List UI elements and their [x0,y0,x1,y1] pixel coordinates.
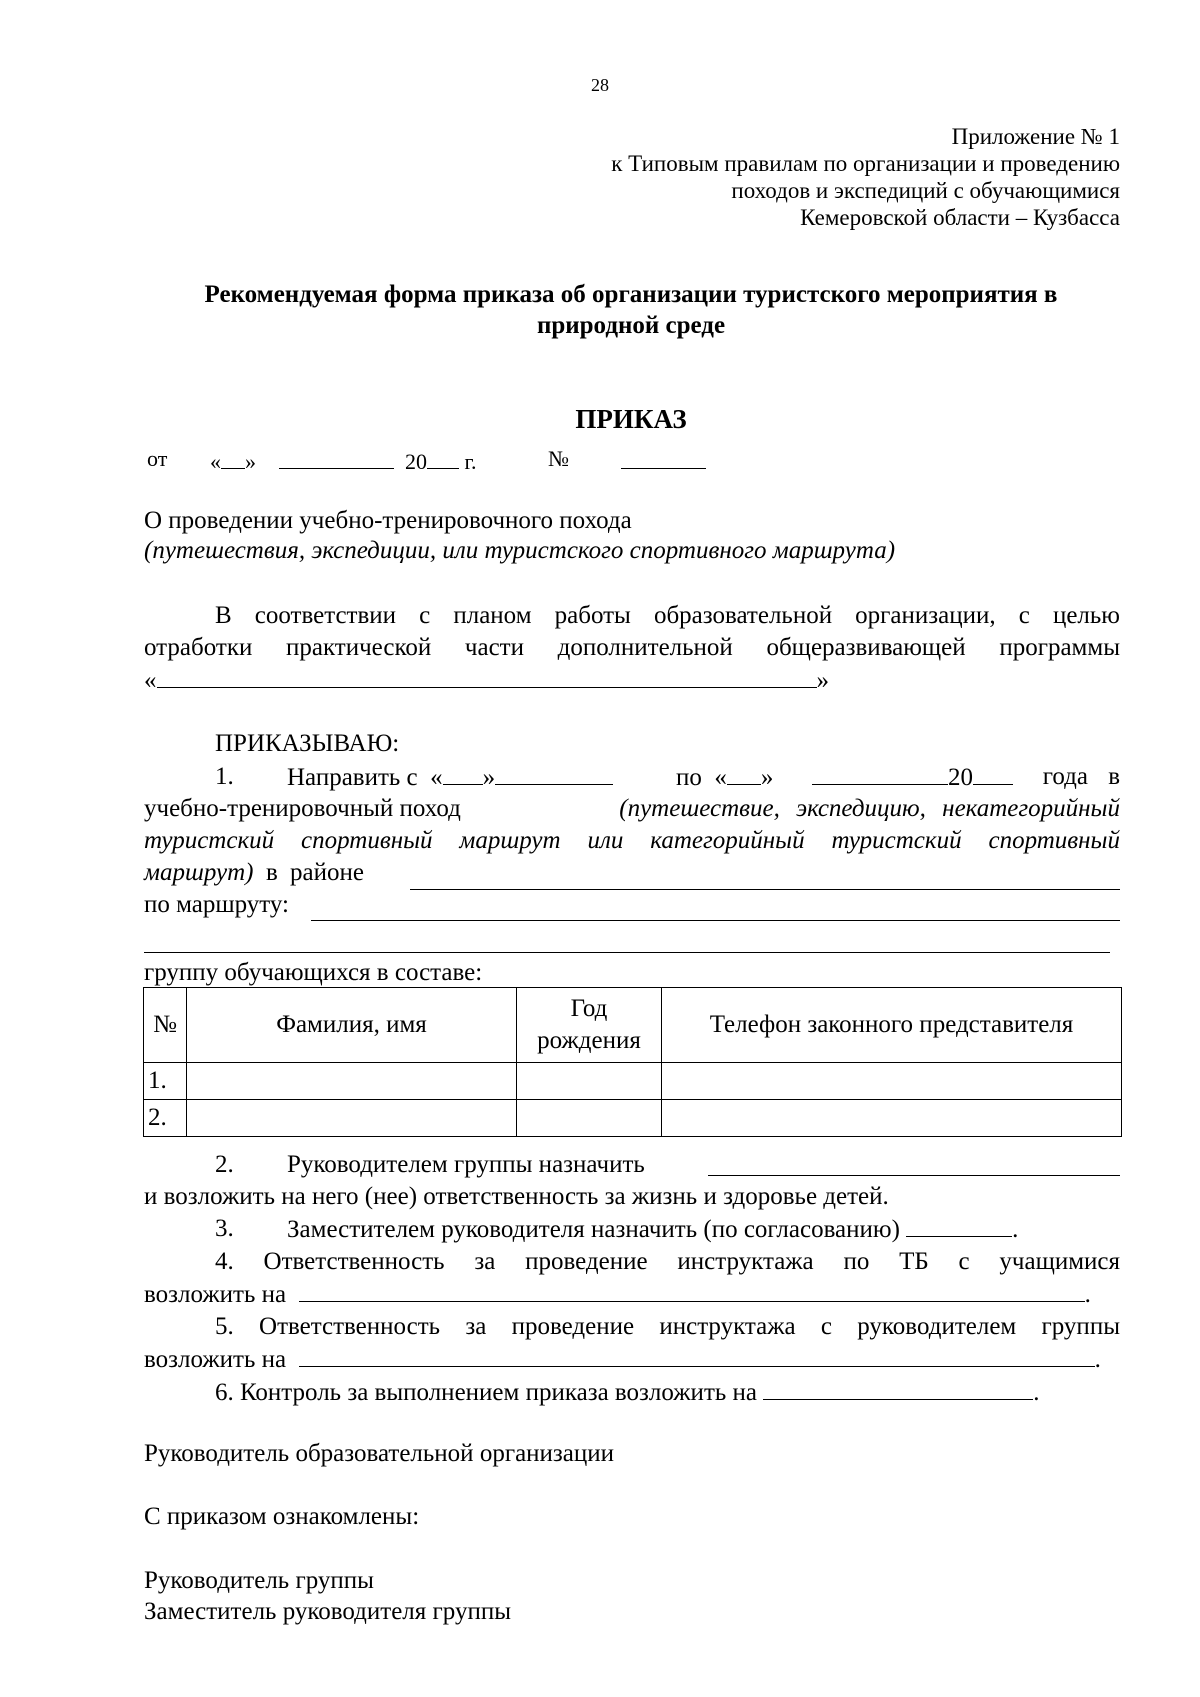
item3-number: 3. [215,1215,234,1242]
item1-line2-b: (путешествие, экспедицию, некатегорийный [619,795,1120,822]
order-number-blank [621,468,706,469]
intro-line-2: отработки практической части дополнительной общеразвивающей программы [144,634,1120,661]
item1-line3: туристский спортивный маршрут или категорийный туристский спортивный [144,827,1120,854]
program-name-blank [157,667,817,688]
item1-end-date: 20 [812,764,1013,790]
row-number: 1. [144,1063,187,1100]
group-caption: группу обучающихся в составе: [144,959,483,986]
order-from: от [147,446,168,471]
intro-line-1: В соответствии с планом работы образовательной организации, с целью [215,602,1120,629]
acquainted-label: С приказом ознакомлены: [144,1503,420,1530]
item2-text: Руководителем группы назначить [287,1151,645,1178]
start-day-blank [443,764,483,785]
district-blank [410,889,1120,890]
header-guardian-phone: Телефон законного представителя [662,988,1122,1063]
table-header-row [144,988,1122,1063]
deputy-leader-signature: Заместитель руководителя группы [144,1598,511,1625]
subject-line-2: (путешествия, экспедиции, или туристского спортивного маршрута) [144,537,896,564]
item6-text: 6. Контроль за выполнением приказа возложить на . [215,1379,1040,1406]
header-name: Фамилия, имя [187,988,517,1063]
item2-line2: и возложить на него (нее) ответственность за жизнь и здоровье детей. [144,1183,889,1210]
order-word: ПРИКАЗЫВАЮ: [215,730,400,757]
group-table [143,987,1122,1137]
item1-direct: Направить с « » [287,764,613,790]
group-leader-signature: Руководитель группы [144,1567,374,1594]
end-month-blank [812,764,948,785]
safety-briefing-blank [299,1281,1085,1302]
subject-line-1: О проведении учебно-тренировочного похода [144,507,632,534]
header-birth-year: Год рождения [517,988,662,1063]
order-heading: ПРИКАЗ [575,404,687,434]
route-blank-1 [311,920,1120,921]
phone-cell[interactable] [662,1063,1122,1100]
item1-by: по « » [676,764,774,791]
appendix-line-2: к Типовым правилам по организации и проведению [611,151,1120,176]
order-date-day: « » [210,449,256,474]
name-cell[interactable] [187,1063,517,1100]
header-number: № [144,988,187,1063]
control-blank [763,1379,1033,1400]
leader-blank [708,1175,1120,1176]
phone-cell[interactable] [662,1100,1122,1137]
day-blank [221,448,245,469]
name-cell[interactable] [187,1100,517,1137]
form-title-line-1: Рекомендуемая форма приказа об организации туристского мероприятия в [204,281,1058,308]
leader-briefing-blank [299,1346,1095,1367]
item1-line2-a: учебно-тренировочный поход [144,795,461,822]
table-row [144,1100,1122,1137]
item1-line4: маршрут) в районе [144,859,364,886]
head-of-organization: Руководитель образовательной организации [144,1440,615,1467]
page-number: 28 [591,75,609,95]
route-blank-2 [144,952,1110,953]
birth-year-cell[interactable] [517,1063,662,1100]
row-number: 2. [144,1100,187,1137]
table-row [144,1063,1122,1100]
item3-text: Заместителем руководителя назначить (по согласованию) . [287,1216,1019,1243]
end-day-blank [727,764,761,785]
appendix-line-3: походов и экспедиций с обучающимися [731,178,1120,203]
item5-line1: 5. Ответственность за проведение инструктажа с руководителем группы [215,1313,1120,1340]
intro-program-name: « » [144,667,829,694]
item1-route-label: по маршруту: [144,891,290,918]
item4-line1: 4. Ответственность за проведение инструктажа по ТБ с учащимися [215,1248,1120,1275]
appendix-line-4: Кемеровской области – Кузбасса [800,205,1120,230]
form-title-line-2: природной среде [536,312,726,339]
birth-year-cell[interactable] [517,1100,662,1137]
item4-line2: возложить на . [144,1281,1091,1308]
year-blank [427,448,459,469]
order-year: 20 г. [405,449,477,474]
item5-line2: возложить на . [144,1346,1101,1373]
start-month-blank [495,764,613,785]
item1-year-word: года в [1042,763,1120,790]
order-number-sign: № [548,446,569,471]
appendix-line-1: Приложение № 1 [951,124,1120,149]
item2-number: 2. [215,1151,234,1178]
item1-number: 1. [215,763,234,790]
deputy-blank [906,1216,1012,1237]
month-blank [279,468,394,469]
